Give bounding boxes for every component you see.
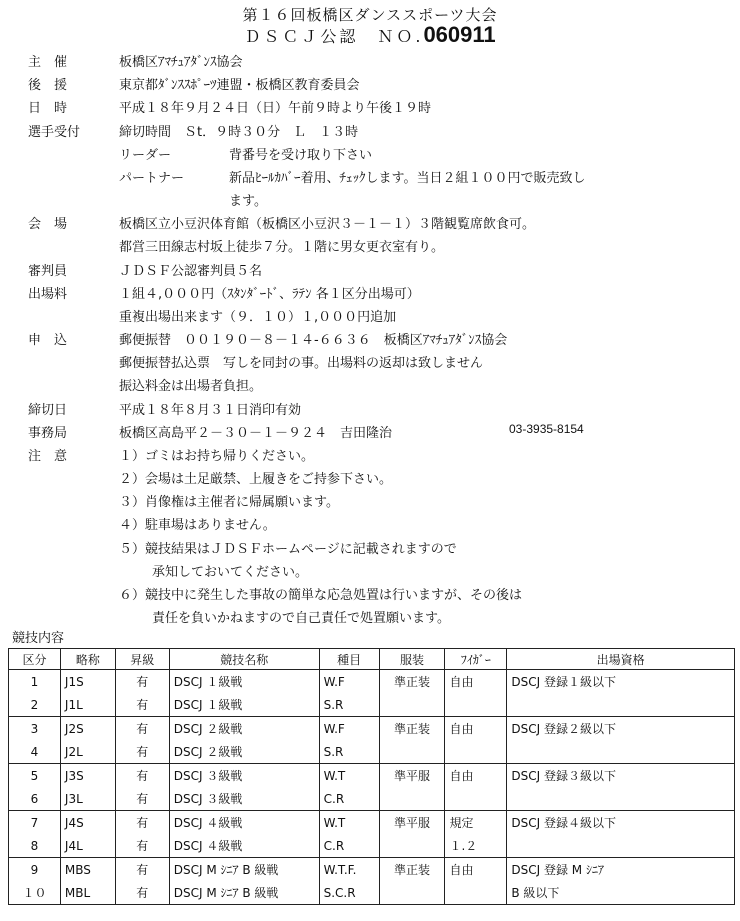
judges-value: ＪＤＳＦ公認審判員５名 <box>119 264 263 279</box>
notes-label: 注 意 <box>28 449 68 464</box>
table-cell: 5 <box>9 764 61 788</box>
table-cell: DSCJ ２級戦 <box>169 717 319 741</box>
table-cell: 有 <box>115 693 169 717</box>
table-cell: DSCJ 登録２級以下 <box>507 717 735 741</box>
table-cell: 有 <box>115 764 169 788</box>
host-label: 主 催 <box>28 55 68 70</box>
table-cell: MBS <box>60 858 115 882</box>
table-cell: C.R <box>319 787 379 811</box>
note-item: １）ゴミはお持ち帰りください。 <box>119 449 315 464</box>
table-cell <box>507 740 735 764</box>
table-cell: J2L <box>60 740 115 764</box>
fee-label: 出場料 <box>28 287 68 302</box>
table-cell: DSCJ M ｼﾆｱ B 級戦 <box>169 858 319 882</box>
table-cell: 2 <box>9 693 61 717</box>
table-cell: 準正装 <box>379 717 445 741</box>
column-header: 出場資格 <box>507 649 735 670</box>
table-cell: DSCJ 登録３級以下 <box>507 764 735 788</box>
table-cell: J1L <box>60 693 115 717</box>
table-cell: 6 <box>9 787 61 811</box>
table-cell: 準正装 <box>379 858 445 882</box>
venue-label: 会 場 <box>28 217 68 232</box>
note-item-cont: 責任を負いかねますので自己責任で処置願います。 <box>152 611 450 626</box>
table-cell: DSCJ 登録４級以下 <box>507 811 735 835</box>
table-cell: １.２ <box>445 834 507 858</box>
support-value: 東京都ﾀﾞﾝｽｽﾎﾟｰﾂ連盟・板橋区教育委員会 <box>119 78 360 93</box>
deadline-value: 平成１８年８月３１日消印有効 <box>119 403 302 418</box>
venue-value-cont: 都営三田線志村坂上徒歩７分。１階に男女更衣室有り。 <box>119 240 445 255</box>
table-cell <box>379 881 445 905</box>
note-item: ４）駐車場はありません。 <box>119 518 276 533</box>
table-cell: J4S <box>60 811 115 835</box>
table-cell: W.T.F. <box>319 858 379 882</box>
table-cell: DSCJ ３級戦 <box>169 787 319 811</box>
table-cell: 有 <box>115 740 169 764</box>
column-header: 昇級 <box>115 649 169 670</box>
table-cell: MBL <box>60 881 115 905</box>
table-row <box>9 834 735 858</box>
partner-value-cont: ます。 <box>229 194 267 209</box>
table-cell: 有 <box>115 717 169 741</box>
table-cell: J4L <box>60 834 115 858</box>
table-row <box>9 858 735 882</box>
column-header: ﾌｲｶﾞｰ <box>445 649 507 670</box>
table-cell <box>507 834 735 858</box>
competition-table <box>8 648 735 905</box>
table-row <box>9 693 735 717</box>
table-cell: J3S <box>60 764 115 788</box>
office-label: 事務局 <box>28 426 68 441</box>
note-item: ２）会場は土足厳禁、上履きをご持参下さい。 <box>119 472 393 487</box>
table-body <box>9 670 735 905</box>
table-cell: 自由 <box>445 858 507 882</box>
table-row <box>9 764 735 788</box>
page-title: 第１６回板橋区ダンススポーツ大会 <box>242 6 498 24</box>
table-cell <box>445 787 507 811</box>
table-row <box>9 740 735 764</box>
judges-label: 審判員 <box>28 264 68 279</box>
table-cell: 有 <box>115 787 169 811</box>
table-cell: 有 <box>115 834 169 858</box>
certification-number: 060911 <box>423 22 496 47</box>
table-cell: DSCJ ４級戦 <box>169 811 319 835</box>
table-cell <box>379 693 445 717</box>
note-item-cont: 承知しておいてください。 <box>152 565 309 580</box>
table-cell <box>379 834 445 858</box>
column-header: 服装 <box>379 649 445 670</box>
date-value: 平成１８年９月２４日（日）午前９時より午後１９時 <box>119 101 432 116</box>
table-cell: DSCJ ４級戦 <box>169 834 319 858</box>
reception-value: 締切時間 Ｓt．９時３０分 Ｌ １３時 <box>119 125 359 140</box>
competition-heading: 競技内容 <box>12 631 65 646</box>
table-cell: S.C.R <box>319 881 379 905</box>
table-cell: W.T <box>319 811 379 835</box>
table-cell: 1 <box>9 670 61 694</box>
table-cell <box>507 787 735 811</box>
table-row <box>9 787 735 811</box>
subtitle-prefix: ＤＳＣＪ公認 ＮＯ. <box>244 27 424 46</box>
table-header-row <box>9 649 735 670</box>
table-cell: 準平服 <box>379 764 445 788</box>
table-row <box>9 811 735 835</box>
apply-value-cont: 郵便振替払込票 写しを同封の事。出場料の返却は致しません <box>119 356 484 371</box>
table-cell <box>445 881 507 905</box>
table-cell: DSCJ １級戦 <box>169 693 319 717</box>
support-label: 後 援 <box>28 78 68 93</box>
apply-value-cont2: 振込料金は出場者負担。 <box>119 379 263 394</box>
date-label: 日 時 <box>28 101 68 116</box>
table-cell: 準正装 <box>379 670 445 694</box>
table-cell: 有 <box>115 881 169 905</box>
table-cell: DSCJ 登録１級以下 <box>507 670 735 694</box>
table-cell: DSCJ ２級戦 <box>169 740 319 764</box>
table-cell: 3 <box>9 717 61 741</box>
table-cell: １０ <box>9 881 61 905</box>
office-phone: 03-3935-8154 <box>509 422 584 436</box>
column-header: 略称 <box>60 649 115 670</box>
table-cell: DSCJ 登録 M ｼﾆｱ <box>507 858 735 882</box>
fee-value: １組４,０００円（ｽﾀﾝﾀﾞｰﾄﾞ、ﾗﾃﾝ 各１区分出場可） <box>119 287 420 302</box>
table-cell: 有 <box>115 858 169 882</box>
host-value: 板橋区ｱﾏﾁｭｱﾀﾞﾝｽ協会 <box>119 55 243 70</box>
reception-label: 選手受付 <box>28 125 81 140</box>
table-cell: 自由 <box>445 670 507 694</box>
table-cell: DSCJ M ｼﾆｱ B 級戦 <box>169 881 319 905</box>
column-header: 競技名称 <box>169 649 319 670</box>
table-cell: 8 <box>9 834 61 858</box>
table-cell: 自由 <box>445 764 507 788</box>
note-item: ５）競技結果はＪＤＳＦホームページに記載されますので <box>119 542 457 557</box>
table-cell: 9 <box>9 858 61 882</box>
table-cell: 準平服 <box>379 811 445 835</box>
apply-value: 郵便振替 ００１９０－８－１４-６６３６ 板橋区ｱﾏﾁｭｱﾀﾞﾝｽ協会 <box>119 333 508 348</box>
leader-value: 背番号を受け取り下さい <box>229 148 373 163</box>
deadline-label: 締切日 <box>28 403 68 418</box>
table-cell <box>379 787 445 811</box>
table-cell: C.R <box>319 834 379 858</box>
note-item: ６）競技中に発生した事故の簡単な応急処置は行いますが、その後は <box>119 588 523 603</box>
table-cell: W.F <box>319 717 379 741</box>
table-row <box>9 717 735 741</box>
table-cell: DSCJ ３級戦 <box>169 764 319 788</box>
leader-label: リーダー <box>119 148 172 163</box>
table-cell <box>445 740 507 764</box>
column-header: 種目 <box>319 649 379 670</box>
table-cell <box>507 693 735 717</box>
table-cell: W.T <box>319 764 379 788</box>
table-cell: 有 <box>115 670 169 694</box>
venue-value: 板橋区立小豆沢体育館（板橋区小豆沢３－１－１）３階観覧席飲食可。 <box>119 217 536 232</box>
table-cell <box>445 693 507 717</box>
table-cell: DSCJ １級戦 <box>169 670 319 694</box>
table-row <box>9 881 735 905</box>
partner-label: パートナー <box>119 171 185 186</box>
apply-label: 申 込 <box>28 333 68 348</box>
page-subtitle <box>0 22 740 48</box>
partner-value: 新品ﾋｰﾙｶﾊﾞｰ着用、ﾁｪｯｸします。当日２組１００円で販売致し <box>229 171 586 186</box>
office-value: 板橋区高島平２－３０－１－９２４ 吉田隆治 <box>119 426 393 441</box>
table-cell: 4 <box>9 740 61 764</box>
table-cell: 有 <box>115 811 169 835</box>
fee-value-cont: 重複出場出来ます（９．１０）１,０００円追加 <box>119 310 397 325</box>
column-header: 区分 <box>9 649 61 670</box>
table-cell: J2S <box>60 717 115 741</box>
table-cell: S.R <box>319 740 379 764</box>
table-cell <box>379 740 445 764</box>
table-cell: W.F <box>319 670 379 694</box>
table-row <box>9 670 735 694</box>
table-cell: J3L <box>60 787 115 811</box>
table-cell: 自由 <box>445 717 507 741</box>
table-cell: 7 <box>9 811 61 835</box>
note-item: ３）肖像権は主催者に帰属願います。 <box>119 495 339 510</box>
table-cell: S.R <box>319 693 379 717</box>
table-cell: B 級以下 <box>507 881 735 905</box>
table-cell: J1S <box>60 670 115 694</box>
table-cell: 規定 <box>445 811 507 835</box>
